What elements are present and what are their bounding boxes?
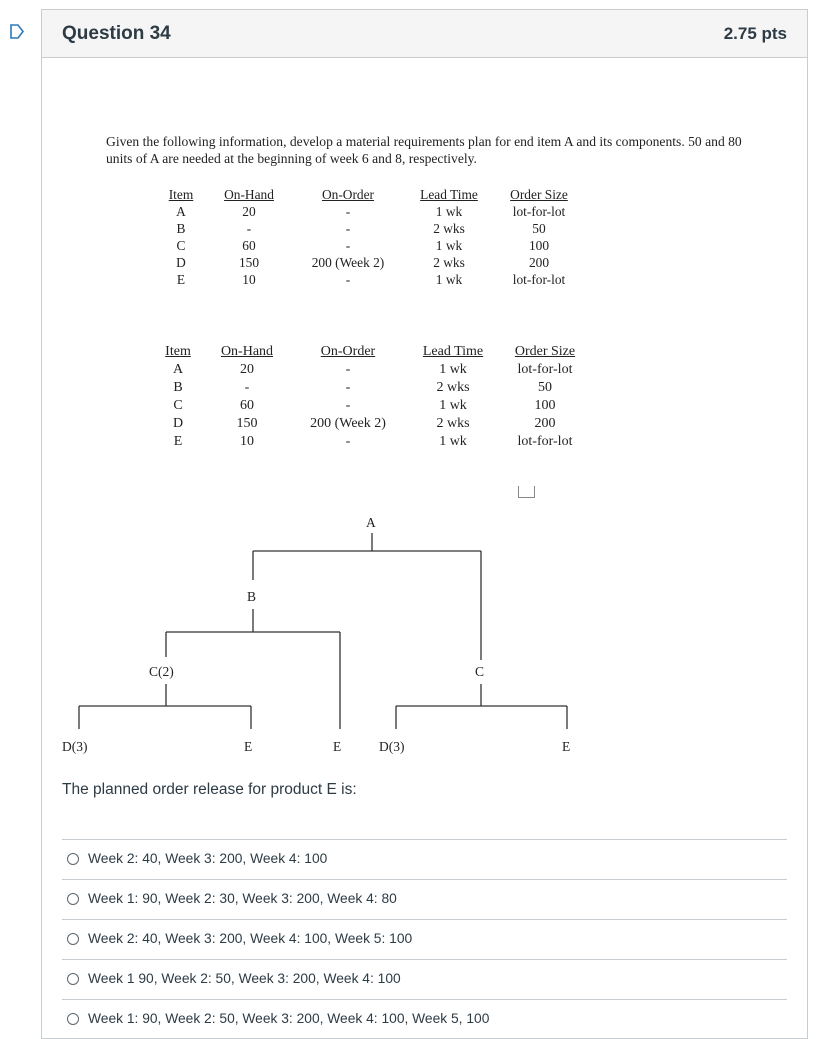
cell: 2 wks	[436, 416, 470, 431]
cell: 60	[240, 398, 254, 413]
answer-label[interactable]: Week 1: 90, Week 2: 50, Week 3: 200, Week 4: 100, Week 5, 100	[88, 1011, 490, 1026]
cell: 10	[240, 434, 254, 449]
node-e-left: E	[244, 739, 253, 754]
cell: -	[345, 398, 351, 413]
cell: 150	[238, 255, 260, 270]
node-e-mid: E	[333, 739, 342, 754]
answer-label[interactable]: Week 2: 40, Week 3: 200, Week 4: 100, Week 5: 100	[88, 931, 413, 946]
answer-option[interactable]	[62, 959, 787, 999]
cell: -	[345, 272, 351, 287]
answer-label[interactable]: Week 2: 40, Week 3: 200, Week 4: 100	[88, 851, 328, 866]
node-a: A	[366, 515, 376, 530]
header-on-hand: On-Hand	[224, 187, 274, 202]
cell: 200 (Week 2)	[310, 416, 386, 431]
header-on-hand: On-Hand	[220, 344, 274, 359]
cell: lot-for-lot	[512, 204, 566, 219]
radio-button[interactable]	[67, 933, 79, 945]
cell: 20	[242, 204, 256, 219]
cell: -	[345, 204, 351, 219]
cell: 1 wk	[439, 362, 467, 377]
answer-option[interactable]	[62, 999, 787, 1039]
answer-label[interactable]: Week 1 90, Week 2: 50, Week 3: 200, Week 4: 100	[88, 971, 401, 986]
question-title: Question 34	[62, 23, 171, 44]
cell: B	[176, 221, 186, 236]
radio-button[interactable]	[67, 1013, 79, 1025]
node-d-left: D(3)	[62, 739, 88, 754]
radio-button[interactable]	[67, 853, 79, 865]
cell: 200 (Week 2)	[311, 255, 385, 270]
question-intro: Given the following information, develop a material requirements plan for end item A and its components. 50 and 80 units of A are needed at the beginning of week 6 and 8, respectively.	[106, 134, 742, 166]
cell: A	[176, 204, 186, 219]
col-order-size	[504, 343, 586, 451]
col-on-hand	[210, 343, 284, 451]
cell: 60	[242, 238, 256, 253]
cell: B	[173, 380, 183, 395]
header-on-order: On-Order	[320, 344, 376, 359]
cell: E	[173, 434, 183, 449]
header-on-order: On-Order	[321, 187, 375, 202]
cell: 1 wk	[439, 398, 467, 413]
radio-button[interactable]	[67, 893, 79, 905]
node-c-left: C(2)	[149, 664, 174, 679]
cell: lot-for-lot	[517, 362, 573, 377]
col-item	[160, 343, 196, 451]
node-c-right: C	[475, 664, 485, 679]
cell: 100	[528, 238, 550, 253]
header-item: Item	[168, 187, 194, 202]
node-d-right: D(3)	[379, 739, 405, 754]
cell: 50	[538, 380, 552, 395]
cell: 50	[532, 221, 546, 236]
cell: 1 wk	[439, 434, 467, 449]
header-lead-time: Lead Time	[422, 344, 484, 359]
answer-label[interactable]: Week 1: 90, Week 2: 30, Week 3: 200, Week 4: 80	[88, 891, 397, 906]
node-e-right: E	[562, 739, 571, 754]
question-prompt: The planned order release for product E is:	[62, 781, 357, 798]
node-b: B	[247, 589, 257, 604]
cell: -	[345, 362, 351, 377]
col-order-size	[500, 186, 578, 288]
bracket-mark	[518, 486, 535, 498]
header-order-size: Order Size	[510, 187, 568, 202]
col-on-order	[298, 186, 398, 288]
answer-list	[62, 839, 787, 1039]
cell: 1 wk	[435, 272, 463, 287]
cell: 100	[534, 398, 556, 413]
cell: lot-for-lot	[517, 434, 573, 449]
cell: C	[173, 398, 183, 413]
answer-option[interactable]	[62, 919, 787, 959]
cell: 1 wk	[435, 238, 463, 253]
cell: E	[176, 272, 186, 287]
col-lead-time	[412, 343, 494, 451]
header-item: Item	[165, 344, 191, 359]
cell: 2 wks	[433, 255, 465, 270]
cell: -	[345, 380, 351, 395]
bookmark-icon[interactable]	[10, 24, 24, 39]
cell: C	[176, 238, 186, 253]
cell: -	[345, 434, 351, 449]
cell: A	[172, 362, 184, 377]
cell: 200	[528, 255, 550, 270]
cell: -	[345, 238, 351, 253]
col-on-hand	[214, 186, 284, 288]
col-item	[164, 186, 198, 288]
radio-button[interactable]	[67, 973, 79, 985]
cell: -	[345, 221, 351, 236]
col-lead-time	[410, 186, 488, 288]
col-on-order	[296, 343, 400, 451]
cell: lot-for-lot	[512, 272, 566, 287]
header-order-size: Order Size	[514, 344, 576, 359]
cell: 20	[240, 362, 254, 377]
header-lead-time: Lead Time	[420, 187, 478, 202]
cell: 1 wk	[435, 204, 463, 219]
cell: 10	[242, 272, 256, 287]
cell: 200	[534, 416, 556, 431]
cell: 2 wks	[433, 221, 465, 236]
cell: D	[172, 416, 184, 431]
answer-option[interactable]	[62, 839, 787, 879]
question-points: 2.75 pts	[723, 24, 787, 43]
cell: 2 wks	[436, 380, 470, 395]
answer-option[interactable]	[62, 879, 787, 919]
cell: 150	[236, 416, 258, 431]
cell: D	[176, 255, 186, 270]
cell: -	[244, 380, 250, 395]
cell: -	[246, 221, 252, 236]
question-header	[42, 10, 807, 58]
